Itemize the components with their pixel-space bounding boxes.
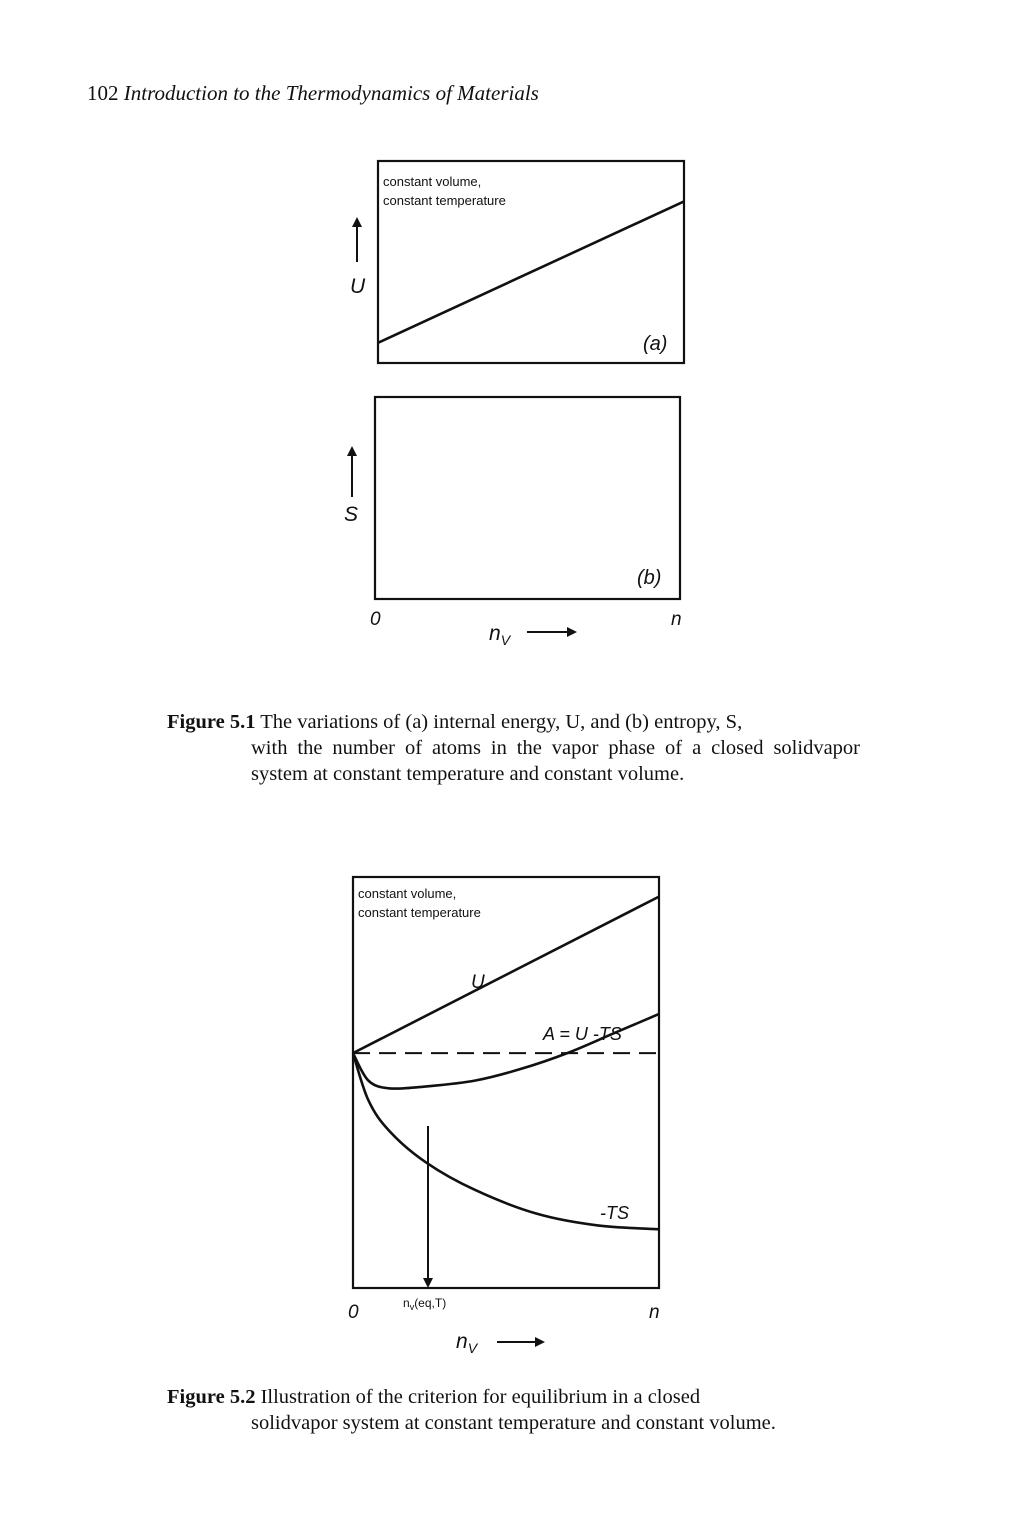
figure-5-2-caption-label: Figure 5.2: [167, 1386, 256, 1408]
figure-5-2: [348, 877, 660, 1356]
a-curve-label: A = U -TS: [543, 1024, 622, 1044]
panel-a-y-label: U: [350, 275, 366, 298]
fig2-x-start: 0: [348, 1302, 359, 1323]
figure-5-1-caption-rest: with the number of atoms in the vapor phase of a closed solidvapor system at constant temperature and constant volume.: [251, 737, 860, 785]
fig2-x-end: n: [649, 1302, 660, 1323]
u-line-label: U: [471, 972, 485, 993]
panel-b-frame: [375, 397, 680, 599]
u-curve: [378, 201, 684, 342]
ts-curve-label: -TS: [600, 1203, 629, 1223]
running-title: Introduction to the Thermodynamics of Materials: [123, 81, 539, 105]
panel-b-y-label: S: [344, 503, 359, 526]
figure-5-2-caption-first: Illustration of the criterion for equilibrium in a closed: [260, 1386, 701, 1408]
figure-5-1-caption: [167, 709, 860, 787]
figure-5-2-caption: [167, 1384, 860, 1436]
page-number: 102: [87, 81, 119, 105]
panel-a-label: (a): [643, 333, 668, 355]
panel-a-frame: [378, 161, 684, 363]
figure-5-1-panel-b: [344, 397, 682, 648]
fig2-note-2: constant temperature: [358, 905, 481, 920]
panel-b-label: (b): [637, 567, 662, 589]
fig1-x-label: $n_V$: [489, 622, 511, 648]
figure-5-2-caption-rest: solidvapor system at constant temperature and constant volume.: [251, 1412, 776, 1434]
fig1-x-start: 0: [370, 609, 381, 630]
panel-a-note-2: constant temperature: [383, 193, 506, 208]
figure-5-1-panel-a: [350, 161, 684, 363]
equilibrium-label: $n_v(eq,T)$: [403, 1296, 447, 1312]
fig2-x-label: $n_V$: [456, 1330, 478, 1356]
panel-a-note-1: constant volume,: [383, 174, 482, 189]
figure-5-1-caption-label: Figure 5.1: [167, 711, 256, 733]
fig1-x-end: n: [671, 609, 682, 630]
fig2-note-1: constant volume,: [358, 886, 457, 901]
figure-5-1-caption-first: The variations of (a) internal energy, U, and (b) entropy, S,: [260, 711, 743, 733]
